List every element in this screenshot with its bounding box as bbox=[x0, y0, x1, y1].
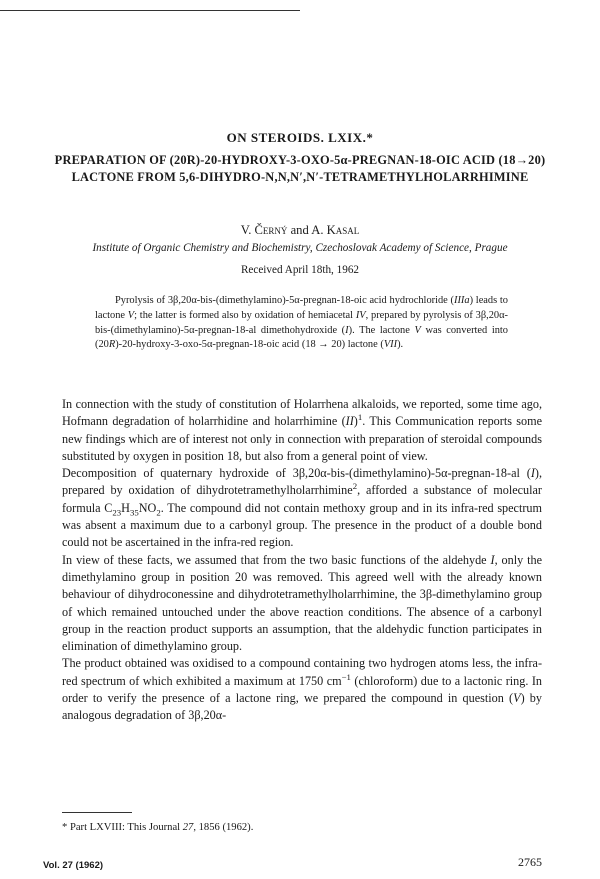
citation-ref: 1 bbox=[357, 412, 363, 423]
compound-ref: II bbox=[345, 414, 354, 429]
compound-ref: IIIa bbox=[454, 295, 470, 306]
abstract-text: ). bbox=[397, 339, 404, 351]
abstract-text: ) leads to lactone bbox=[95, 295, 509, 321]
footnote-text: , 1856 (1962). bbox=[193, 822, 254, 833]
affiliation: Institute of Organic Chemistry and Biochemistry, Czechoslovak Academy of Science, Prague bbox=[92, 242, 508, 254]
author-conjunction: and A. bbox=[287, 223, 327, 237]
paragraph-2 bbox=[62, 465, 542, 551]
title-block bbox=[40, 130, 560, 186]
compound-ref: V bbox=[414, 324, 421, 336]
abstract-text: ). The lactone bbox=[348, 324, 415, 336]
text-run: In connection with the study of constitution of Holarrhena alkaloids, we reported, some time ago, Hofmann degradation of holarrhidine and holarrhimine ( bbox=[62, 397, 542, 429]
volume-info: Vol. 27 (1962) bbox=[43, 860, 104, 871]
abstract-text: )-20-hydroxy-3-oxo-5α-pregnan-18-oic acid (18 → 20) lactone ( bbox=[115, 339, 384, 351]
footnote bbox=[62, 822, 253, 833]
footnote-text: * Part LXVIII: This Journal bbox=[62, 822, 183, 833]
paragraph-3 bbox=[62, 552, 542, 656]
paragraph-1 bbox=[62, 396, 542, 465]
footnote-rule bbox=[62, 812, 132, 813]
compound-ref: VII bbox=[383, 339, 398, 351]
compound-ref: I bbox=[530, 466, 535, 481]
authors bbox=[0, 223, 600, 238]
formula-subscript: 2 bbox=[156, 507, 161, 518]
text-run: The product obtained was oxidised to a compound containing two hydrogen atoms less, the infra-red spectrum of which exhibited a maximum at 1750 cm bbox=[62, 656, 542, 688]
abstract-text: was converted into (20 bbox=[95, 324, 508, 351]
stereo-descriptor: R bbox=[108, 339, 116, 351]
article-title: PREPARATION OF (20R)-20-HYDROXY-3-OXO-5α-PREGNAN-18-OIC ACID (18→20) LACTONE FROM 5,6-DIHYDRO-N,N,N′,N′-TETRAMETHYLHOLARRHIMINE bbox=[54, 153, 546, 184]
author2-surname: Kasal bbox=[326, 223, 360, 237]
text-run: ) by analogous degradation of 3β,20α- bbox=[62, 691, 542, 723]
compound-ref: V bbox=[127, 309, 135, 321]
abstract-text: ; the latter is formed also by oxidation of hemiacetal bbox=[134, 309, 356, 321]
journal-volume: 27 bbox=[182, 822, 194, 833]
compound-ref: IV bbox=[355, 309, 366, 321]
page-number: 2765 bbox=[518, 855, 542, 869]
text-run: , afforded a substance of molecular formula C bbox=[62, 483, 542, 515]
text-run: (chloroform) due to a lactonic ring. In order to verify the presence of a lactone ring, we prepared the compound in question ( bbox=[62, 673, 542, 706]
compound-ref: I bbox=[345, 324, 349, 336]
series-title: ON STEROIDS. LXIX.* bbox=[226, 130, 374, 145]
text-run: . The compound did not contain methoxy group and in its infra-red spectrum was absent a maximum due to a carbonyl group. The presence in the product of a double bond could not be ascertained in the infra-red region. bbox=[62, 500, 542, 550]
text-run: . This Communication reports some new findings which are of interest not only in connection with preparation of steroidal compounds substituted by oxygen in position 18, but also from a general point of view. bbox=[62, 414, 542, 463]
abstract bbox=[95, 294, 508, 353]
body-text bbox=[62, 396, 542, 725]
compound-ref: V bbox=[513, 691, 521, 706]
top-rule bbox=[0, 10, 300, 11]
paragraph-4 bbox=[62, 655, 542, 724]
formula-subscript: 23 bbox=[112, 507, 122, 518]
text-run: ), prepared by oxidation of dihydrotetramethylholarrhimine bbox=[62, 466, 542, 498]
text-run: , only the dimethylamino group in position 20 was removed. This agreed well with the already known behaviour of dihydroconessine and dihydrotetramethylholarrhimine, the 3β-dimethylamino group of which remained untouched under the above reaction conditions. The absence of a carbonyl group in the reaction product supports an assumption, that the aldehydic function participates in elimination of dimethylamino group. bbox=[62, 552, 542, 654]
abstract-text: , prepared by pyrolysis of 3β,20α-bis-(dimethylamino)-5α-pregnan-18-al dimethohydroxide ( bbox=[95, 309, 508, 336]
text-run: NO bbox=[138, 500, 157, 515]
formula-subscript: 35 bbox=[129, 507, 139, 518]
compound-ref: I bbox=[490, 552, 495, 567]
text-run: ) bbox=[353, 414, 358, 429]
text-run: H bbox=[121, 500, 130, 515]
author1-surname: Černý bbox=[254, 223, 288, 237]
citation-ref: 2 bbox=[352, 481, 358, 492]
author1-initial: V. bbox=[240, 223, 255, 237]
received-date: Received April 18th, 1962 bbox=[240, 264, 360, 276]
text-run: In view of these facts, we assumed that from the two basic functions of the aldehyde bbox=[62, 552, 491, 567]
text-run: Decomposition of quaternary hydroxide of 3β,20α-bis-(dimethylamino)-5α-pregnan-18-al ( bbox=[62, 466, 531, 481]
abstract-text: Pyrolysis of 3β,20α-bis-(dimethylamino)-5α-pregnan-18-oic acid hydrochloride ( bbox=[115, 295, 455, 306]
unit-superscript: −1 bbox=[341, 671, 351, 682]
